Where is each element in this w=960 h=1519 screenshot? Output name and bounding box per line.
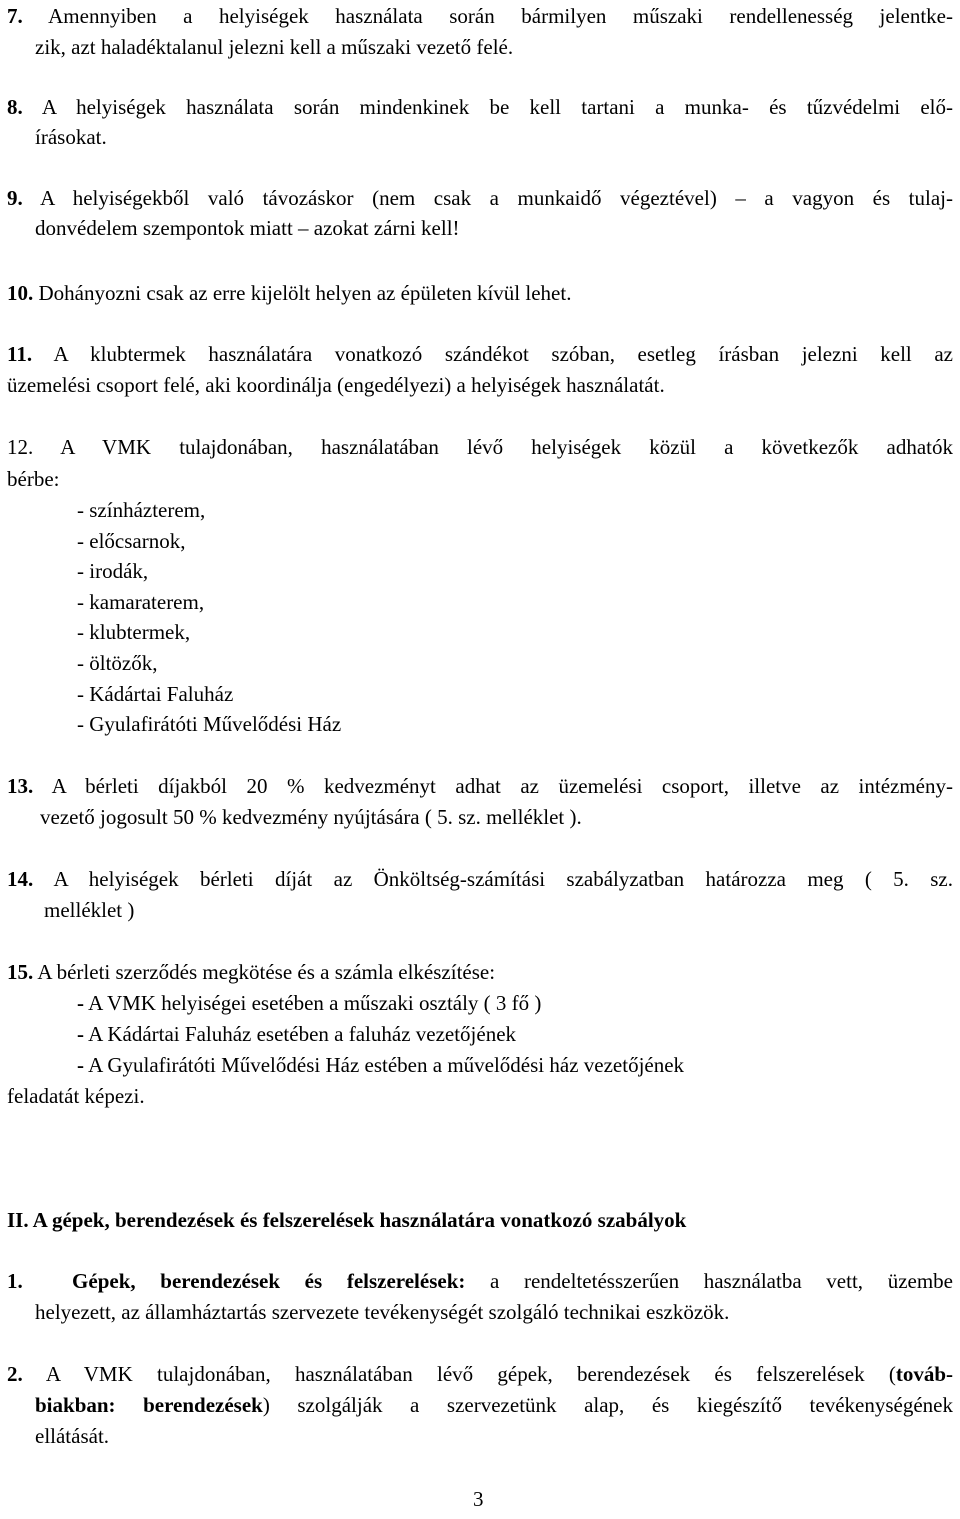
item-10-line-1: 10. Dohányozni csak az erre kijelölt helyen az épületen kívül lehet. [7, 281, 572, 305]
list-item: - Gyulafirátóti Művelődési Ház [77, 712, 342, 736]
item-9-line-1: 9. A helyiségekből való távozáskor (nem csak a munkaidő végeztével) – a vagyon és tulaj- [7, 186, 953, 210]
item-13-number: 13. [7, 774, 34, 798]
item-14-line-1: 14. A helyiségek bérleti díját az Önköltség-számítási szabályzatban határozza meg ( 5. sz. [7, 867, 953, 891]
list-item: - öltözők, [77, 651, 158, 675]
item-11-line-1: 11. A klubtermek használatára vonatkozó szándékot szóban, esetleg írásban jelezni kell az [7, 342, 953, 366]
item-9-line-2: donvédelem szempontok miatt – azokat zárni kell! [35, 216, 460, 240]
item-13-line-2: vezető jogosult 50 % kedvezmény nyújtására ( 5. sz. melléklet ). [40, 805, 582, 829]
item-10-number: 10. [7, 281, 34, 305]
page-number: 3 [473, 1487, 484, 1511]
section2-item-1-line-1: 1. Gépek, berendezések és felszerelések: a rendeltetésszerűen használatba vett, üzembe [7, 1269, 953, 1293]
section-heading: II. A gépek, berendezések és felszerelések használatára vonatkozó szabályok [7, 1208, 687, 1232]
item-12-line-2: bérbe: [7, 467, 60, 491]
list-item: - kamaraterem, [77, 590, 205, 614]
section2-item-1-number: 1. [7, 1269, 23, 1293]
item-7-line-1: 7. Amennyiben a helyiségek használata során bármilyen műszaki rendellenesség jelentke- [7, 4, 954, 28]
item-7-number: 7. [7, 4, 23, 28]
sub-list-item: - A Gyulafirátóti Művelődési Ház estében a művelődési ház vezetőjének [77, 1053, 685, 1077]
item-9-number: 9. [7, 186, 23, 210]
item-14-number: 14. [7, 867, 34, 891]
item-15-number: 15. [7, 960, 34, 984]
item-11-number: 11. [7, 342, 33, 366]
item-8-number: 8. [7, 95, 23, 119]
section2-item-1-line-2: helyezett, az államháztartás szervezete tevékenységét szolgáló technikai eszközök. [35, 1300, 730, 1324]
item-15-tail: feladatát képezi. [7, 1084, 145, 1108]
item-8-line-2: írásokat. [35, 125, 107, 149]
section2-item-2-line-3: ellátását. [35, 1424, 110, 1448]
item-15-line-1: 15. A bérleti szerződés megkötése és a számla elkészítése: [7, 960, 496, 984]
sub-list-item: - A VMK helyiségei esetében a műszaki osztály ( 3 fő ) [77, 991, 542, 1015]
section2-item-2-number: 2. [7, 1362, 23, 1386]
item-12-number: 12. [7, 435, 34, 459]
section2-item-2-line-2: biakban: berendezések) szolgálják a szervezetünk alap, és kiegészítő tevékenységének [35, 1393, 953, 1417]
item-13-line-1: 13. A bérleti díjakból 20 % kedvezményt adhat az üzemelési csoport, illetve az intézmény- [7, 774, 953, 798]
item-7-line-2: zik, azt haladéktalanul jelezni kell a műszaki vezető felé. [35, 35, 514, 59]
item-14-line-2: melléklet ) [44, 898, 135, 922]
item-12-line-1: 12. A VMK tulajdonában, használatában lévő helyiségek közül a következők adhatók [7, 435, 953, 459]
list-item: - klubtermek, [77, 620, 191, 644]
list-item: - színházterem, [77, 498, 206, 522]
list-item: - Kádártai Faluház [77, 682, 234, 706]
section2-item-2-line-1: 2. A VMK tulajdonában, használatában lévő gépek, berendezések és felszerelések (továb- [7, 1362, 953, 1386]
item-11-line-2: üzemelési csoport felé, aki koordinálja (engedélyezi) a helyiségek használatát. [7, 373, 665, 397]
item-8-line-1: 8. A helyiségek használata során mindenkinek be kell tartani a munka- és tűzvédelmi elő- [7, 95, 954, 119]
list-item: - előcsarnok, [77, 529, 186, 553]
list-item: - irodák, [77, 559, 149, 583]
sub-list-item: - A Kádártai Faluház esetében a faluház vezetőjének [77, 1022, 517, 1046]
